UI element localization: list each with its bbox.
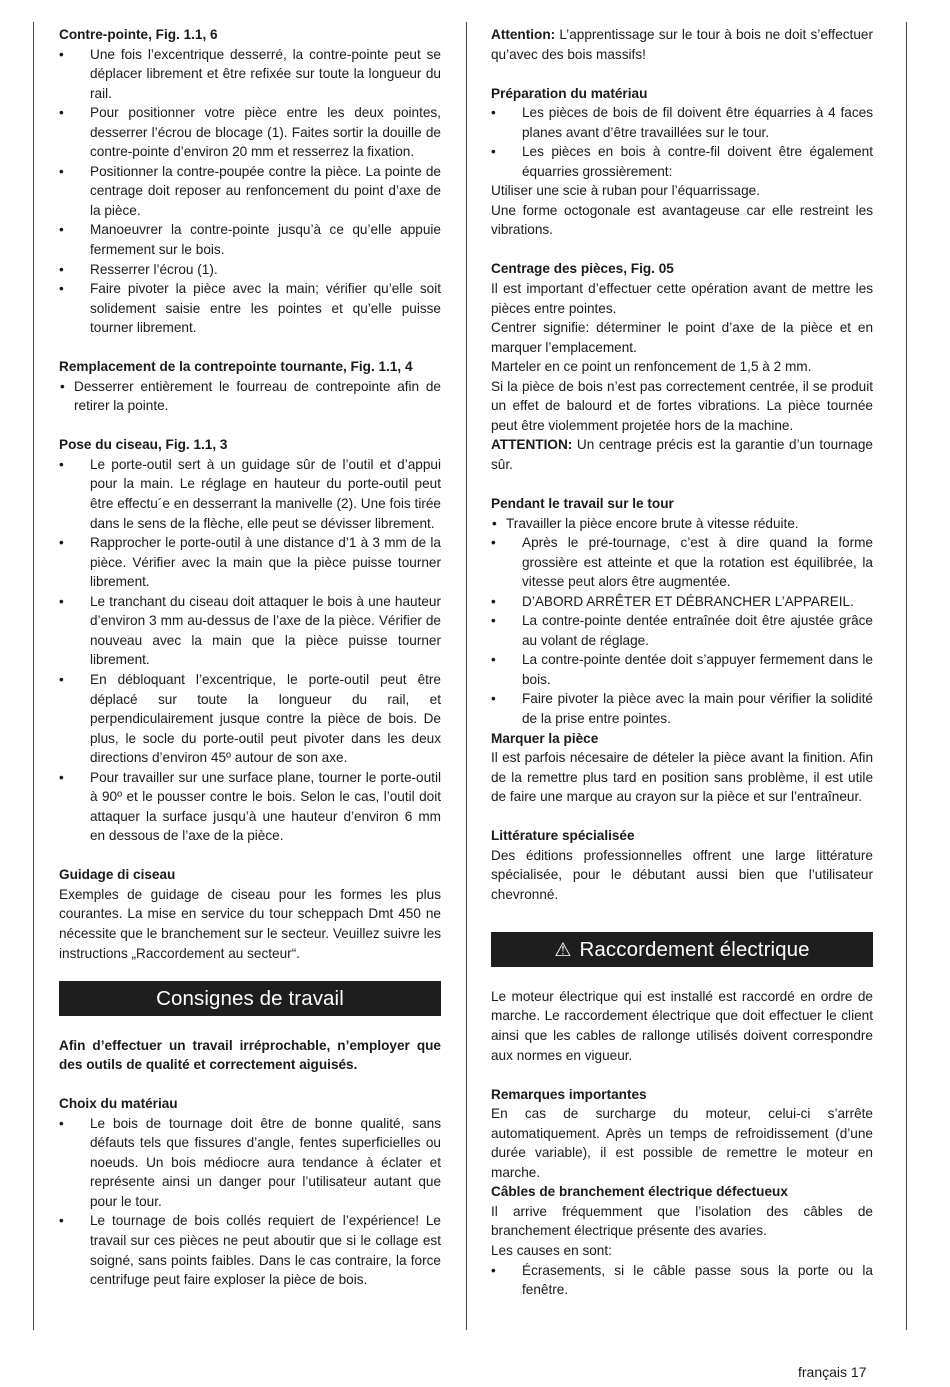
list-item: • En débloquant l’excentrique, le porte-outil peut être déplacé sur toute la longueur du rail, et perpendiculairement jusque contre la pièce de bois. De plus, le socle du porte-outil peut pivoter dans les deux directions d’environ 45º autour de son axe.: [59, 670, 441, 768]
heading-marquer-la-piece: Marquer la pièce: [491, 730, 599, 746]
heading-preparation: Préparation du matériau: [491, 85, 648, 101]
centrage-paragraph: Si la pièce de bois n’est pas correctement centrée, il se produit un effet de balourd et de fortes vibrations. La pièce tournée peut être violemment projetée hors de la machine.: [491, 378, 873, 433]
centrage-attention-text: Un centrage précis est la garantie d’un tournage sûr.: [491, 437, 873, 472]
guidage-paragraph: Exemples de guidage de ciseau pour les formes les plus courantes. La mise en service du tour scheppach Dmt 450 ne nécessite que le branchement sur le secteur. Veuillez suivre les instructions „Raccordement au secteur“.: [59, 886, 441, 961]
banner-consignes-de-travail: [59, 981, 441, 1016]
attention-paragraph: [491, 25, 873, 64]
pendant-list: [491, 533, 873, 728]
banner-title: Raccordement électrique: [579, 938, 810, 962]
marquer-paragraph: Il est parfois nécesaire de dételer la pièce avant la finition. Afin de la remettre plus tard en position sans problème, il est utile de faire une marque au crayon sur la pièce et sur l’entraîneur.: [491, 750, 873, 805]
heading-pendant-le-travail: Pendant le travail sur le tour: [491, 495, 674, 511]
list-item: • Après le pré-tournage, c’est à dire quand la forme grossière est atteinte et que la rotation est équilibrée, la vitesse peut alors être augmentée.: [491, 533, 873, 592]
pose-du-ciseau-list: [59, 455, 441, 846]
remarques-paragraph: En cas de surcharge du moteur, celui-ci s’arrête automatiquement. Après un temps de refroidissement (d’une durée variable), il est possible de remettre le moteur en marche.: [491, 1106, 873, 1180]
intro-bold-paragraph: Afin d’effectuer un travail irréprochable, n’employer que des outils de qualité et correctement aiguisés.: [59, 1037, 441, 1073]
list-item: • Le tranchant du ciseau doit attaquer le bois à une hauteur d’environ 3 mm au-dessus de l’axe de la pièce. Vérifier de nouveau avec la main que la pièce puisse tourner librement.: [59, 592, 441, 670]
list-item: • Desserrer entièrement le fourreau de contrepointe afin de retirer la pointe.: [59, 377, 441, 416]
list-item: • D’ABORD ARRÊTER ET DÉBRANCHER L’APPAREIL.: [491, 592, 873, 612]
right-column: [491, 25, 873, 1300]
cables-list: [491, 1261, 873, 1300]
page-footer: français 17: [798, 1364, 867, 1380]
list-item: • Manoeuvrer la contre-pointe jusqu’à ce qu’elle appuie fermement sur le bois.: [59, 220, 441, 259]
list-item: • Les pièces en bois à contre-fil doivent être également équarries grossièrement:: [491, 142, 873, 181]
heading-remplacement: Remplacement de la contrepointe tournante, Fig. 1.1, 4: [59, 359, 413, 375]
list-item: • La contre-pointe dentée doit s’appuyer fermement dans le bois.: [491, 650, 873, 689]
heading-litterature: Littérature spécialisée: [491, 828, 635, 844]
list-item: • Pour positionner votre pièce entre les deux pointes, desserrer l’écrou de blocage (1). Faites sortir la douille de contre-pointe d’environ 20 mm et resserrez la fixation.: [59, 103, 441, 162]
list-item: • Rapprocher le porte-outil à une distance d’1 à 3 mm de la pièce. Vérifier avec la main que la pièce puisse tourner librement.: [59, 533, 441, 592]
list-item: • Le porte-outil sert à un guidage sûr de l’outil et d’appui pour la main. Le réglage en hauteur du porte-outil peut être effectu´e en desserrant la manivelle (2). Une fois tirée dans le sens de la flèche, elle peut se dévisser librement.: [59, 455, 441, 533]
cables-paragraph: Il arrive fréquemment que l’isolation des câbles de branchement électrique présente des avaries.: [491, 1203, 873, 1239]
warning-triangle-icon: ⚠: [554, 940, 572, 962]
list-item: • Le bois de tournage doit être de bonne qualité, sans défauts tels que fissures d’angle, fentes superficielles ou noeuds. Un bois médiocre aura tendance à éclater et représente ainsi un danger pour l’utilisateur autant que pour le tour.: [59, 1114, 441, 1212]
attention-text: L’apprentissage sur le tour à bois ne doit s’effectuer qu’avec des bois massifs!: [491, 27, 873, 62]
right-margin-rule: [906, 22, 907, 1330]
cables-paragraph: Les causes en sont:: [491, 1242, 612, 1258]
pendant-first-list: [491, 514, 873, 534]
heading-remarques: Remarques importantes: [491, 1086, 647, 1102]
attention-label: Attention:: [491, 27, 556, 42]
list-item: • Faire pivoter la pièce avec la main; vérifier qu’elle soit solidement saisie entre les pointes et qu’elle puisse tourner librement.: [59, 279, 441, 338]
heading-guidage: Guidage di ciseau: [59, 867, 176, 883]
heading-cables-defectueux: Câbles de branchement électrique défectueux: [491, 1184, 788, 1200]
heading-pose-du-ciseau: Pose du ciseau, Fig. 1.1, 3: [59, 437, 228, 453]
centrage-paragraph: Marteler en ce point un renfoncement de 1,5 à 2 mm.: [491, 359, 812, 375]
heading-contre-pointe: Contre-pointe, Fig. 1.1, 6: [59, 27, 218, 42]
litterature-paragraph: Des éditions professionnelles offrent une large littérature spécialisée, pour le débutant aussi bien que l’utilisateur chevronné.: [491, 847, 873, 902]
list-item: • Travailler la pièce encore brute à vitesse réduite.: [491, 514, 873, 534]
preparation-paragraph: Une forme octogonale est avantageuse car elle restreint les vibrations.: [491, 202, 873, 238]
contre-pointe-list: [59, 45, 441, 338]
column-divider-rule: [466, 22, 467, 1330]
heading-choix-du-materiau: Choix du matériau: [59, 1096, 178, 1112]
list-item: • Faire pivoter la pièce avec la main pour vérifier la solidité de la prise entre pointes.: [491, 689, 873, 728]
list-item: • Une fois l’excentrique desserré, la contre-pointe peut se déplacer librement et être refixée sur toute la longueur du rail.: [59, 45, 441, 104]
choix-du-materiau-list: [59, 1114, 441, 1290]
list-item: • Positionner la contre-poupée contre la pièce. La pointe de centrage doit reposer au renfoncement du point d’axe de la pièce.: [59, 162, 441, 221]
centrage-attention-label: ATTENTION:: [491, 437, 573, 453]
list-item: • Écrasements, si le câble passe sous la porte ou la fenêtre.: [491, 1261, 873, 1300]
centrage-paragraph: Il est important d’effectuer cette opération avant de mettre les pièces entre pointes.: [491, 281, 873, 316]
list-item: • Le tournage de bois collés requiert de l’expérience! Le travail sur ces pièces ne peut aboutir que si le collage est soigné, sans points faibles. Dans le cas contraire, la force centrifuge peut faire exploser la pièce de bois.: [59, 1211, 441, 1289]
remplacement-list: [59, 377, 441, 416]
left-column: [59, 25, 441, 1290]
heading-centrage: Centrage des pièces, Fig. 05: [491, 261, 674, 277]
banner-title: Consignes de travail: [156, 987, 344, 1011]
centrage-attention: [491, 435, 873, 474]
list-item: • La contre-pointe dentée entraînée doit être ajustée grâce au volant de réglage.: [491, 611, 873, 650]
list-item: • Resserrer l’écrou (1).: [59, 260, 441, 280]
banner-raccordement-electrique: [491, 932, 873, 967]
preparation-paragraph: Utiliser une scie à ruban pour l’équarrissage.: [491, 183, 760, 199]
preparation-list: [491, 103, 873, 181]
list-item: • Les pièces de bois de fil doivent être équarries à 4 faces planes avant d’être travaillées sur le tour.: [491, 103, 873, 142]
list-item: • Pour travailler sur une surface plane, tourner le porte-outil à 90º et le pousser contre le bois. Selon le cas, l’outil doit attaquer la surface jusqu’à une hauteur d’environ 6 mm en dessous de l’axe de la pièce.: [59, 768, 441, 846]
centrage-paragraph: Centrer signifie: déterminer le point d’axe de la pièce et en marquer l’emplacement.: [491, 320, 873, 355]
raccordement-paragraph: Le moteur électrique qui est installé est raccordé en ordre de marche. Le raccordement électrique que doit effectuer le client ainsi que les cables de rallonge utilisés doivent correspondre aux normes en vigueur.: [491, 988, 873, 1063]
left-margin-rule: [33, 22, 34, 1330]
